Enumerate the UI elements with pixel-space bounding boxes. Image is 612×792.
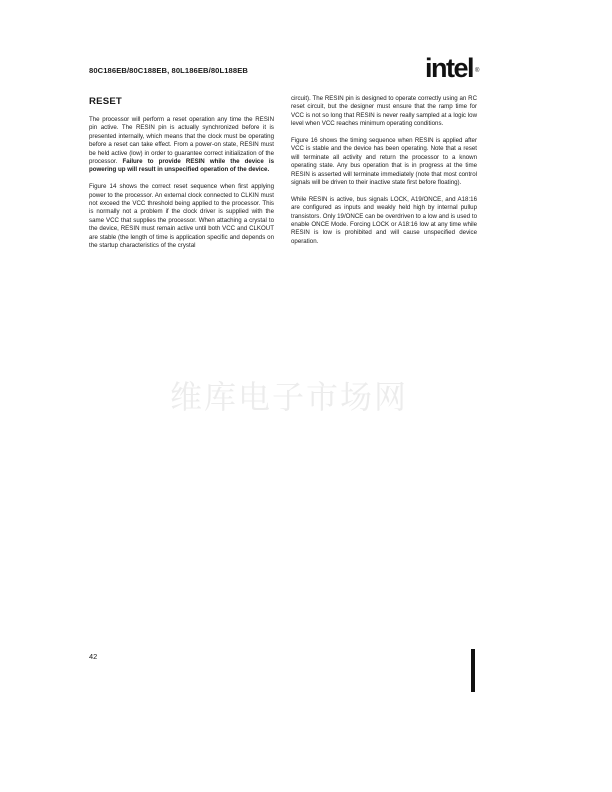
left-column — [89, 116, 274, 259]
paragraph-emphasis: Failure to provide RESIN while the device is powering up will result in unspecified operation of the device. — [89, 158, 274, 174]
paragraph: While RESIN is active, bus signals LOCK, A19/ONCE, and A18:16 are configured as inputs and weakly held high by internal pullup transistors. Only 19/ONCE can be overdriven to a low and is used to enable ONCE Mode. Forcing LOCK or A18:16 low at any time while RESIN is low is prohibited and will cause unspecified device operation. — [291, 195, 477, 245]
page-number: 42 — [89, 652, 98, 661]
margin-change-bar — [471, 649, 475, 692]
paragraph: Figure 16 shows the timing sequence when RESIN is applied after VCC is stable and the device has been operating. Note that a reset will terminate all activity and return the processor to a known operating state. Any bus operation that is in progress at the time RESIN is asserted will terminate immediately (note that most control signals will be driven to their inactive state first before floating). — [291, 137, 477, 187]
paragraph: Figure 14 shows the correct reset sequence when first applying power to the processor. An external clock connected to CLKIN must not exceed the VCC threshold being applied to the processor. This is normally not a problem if the clock driver is supplied with the same VCC that supplies the processor. When attaching a crystal to the device, RESIN must remain active until both VCC and CLKOUT are stable (the length of time is application specific and depends on the startup characteristics of the crystal — [89, 183, 274, 250]
right-column — [291, 95, 477, 255]
paragraph-text: The processor will perform a reset operation any time the RESIN pin active. The RESIN pin is actually synchronized before it is presented internally, which means that the clock must be operating before a reset can take effect. From a power-on state, RESIN must be held active (low) in order to guarantee correct initialization of the processor. — [89, 116, 274, 166]
watermark: 维库电子市场网 — [170, 378, 409, 416]
document-header: 80C186EB/80C188EB, 80L186EB/80L188EB — [89, 66, 248, 75]
registered-mark: ® — [475, 68, 480, 74]
logo-wordmark: intel — [425, 53, 474, 83]
paragraph: circuit). The RESIN pin is designed to operate correctly using an RC reset circuit, but the designer must ensure that the ramp time for VCC is not so long that RESIN is never really sampled at a logic low level when VCC reaches minimum operating conditions. — [291, 95, 477, 128]
section-title: RESET — [89, 96, 122, 107]
paragraph — [89, 116, 274, 175]
intel-logo — [425, 52, 487, 84]
